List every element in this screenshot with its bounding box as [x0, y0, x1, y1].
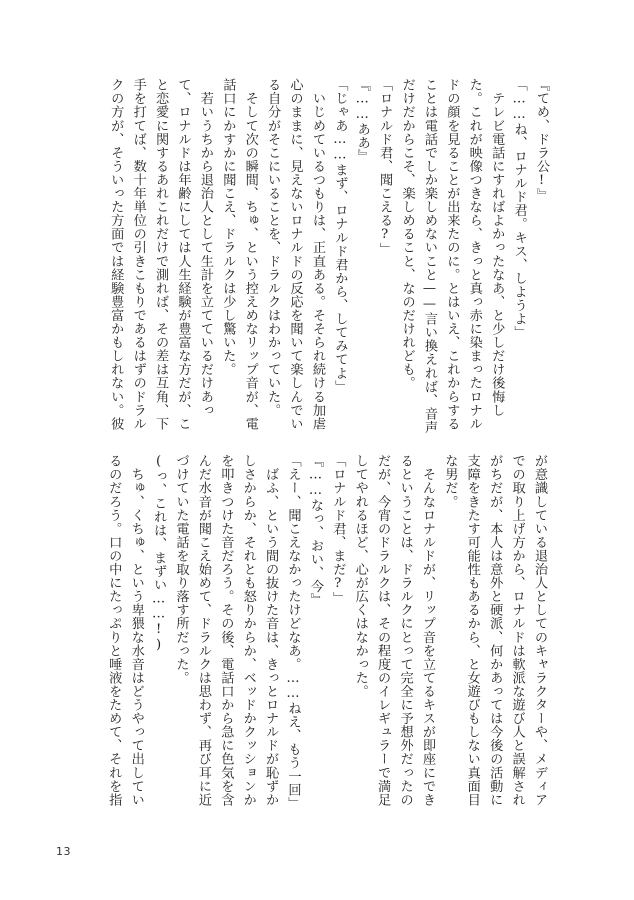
text-line: 「えー、聞こえなかったけどなあ。……ねえ、もう一回」 — [285, 454, 301, 810]
text-line: クの方が、そういった方面では経験豊富かもしれない。彼 — [108, 78, 124, 431]
text-line: がちだが、本人は意外と硬派、何かあっては今後の活動に — [487, 454, 503, 807]
text-line: テレビ電話にすればよかったなあ、と少しだけ後悔し — [489, 78, 505, 417]
text-line: 心のままに、見えないロナルドの反応を聞いて楽しんでい — [287, 78, 303, 431]
page-number: 13 — [56, 845, 71, 858]
text-line: (っ、これは、まずい……!) — [151, 454, 167, 653]
text-line: そして次の瞬間、ちゅ、という控えめなリップ音が、電 — [242, 78, 258, 431]
text-line: してやれるほど、心が広くはなかった。 — [352, 454, 368, 698]
text-line: だが、今宵のドラルクは、その程度のイレギュラーで満足 — [375, 454, 391, 807]
text-line: 「ロナルド君、聞こえる?」 — [377, 78, 393, 256]
text-line: づけていた電話を取り落す所だった。 — [173, 454, 189, 685]
text-line: 支障をきたす可能性もあるから、と女遊びもしない真面目 — [464, 454, 480, 807]
text-line: 若いうちから退治人として生計を立てているだけあっ — [197, 78, 213, 417]
lower-text-block — [102, 454, 550, 810]
text-line: 「ロナルド君、まだ?」 — [330, 454, 346, 605]
text-line: いじめているつもりは、正直ある。そそられ続ける加虐 — [309, 78, 325, 431]
text-line: た。これが映像つきなら、きっと真っ赤に染まったロナル — [466, 78, 482, 431]
text-line: 「……ね、ロナルド君。キス、しようよ」 — [511, 78, 527, 340]
text-line: るということは、ドラルクにとって完全に予想外だったの — [397, 454, 413, 807]
text-line: る自分がそこにいることを、ドラルクはわかっていた。 — [265, 78, 281, 417]
text-line: 『……ああ』 — [354, 78, 370, 163]
text-line: るのだろう。口の中にたっぷりと唾液をためて、それを指 — [106, 454, 122, 807]
text-line: んだ水音が聞こえ始めて、ドラルクは思わず、再び耳に近 — [195, 454, 211, 807]
text-line: ことは電話でしか楽しめないこと——言い換えれば、音声 — [421, 78, 437, 434]
text-line: での取り上げ方から、ロナルドは軟派な遊び人と誤解され — [509, 454, 525, 807]
text-line: ドの顔を見ることが出来たのに。とはいえ、これからする — [444, 78, 460, 431]
text-line: と恋愛に関するあれこれだけで測れば、その差は互角、下 — [153, 78, 169, 431]
text-line: て、ロナルドは年齢にしては人生経験が豊富な方だが、こ — [175, 78, 191, 431]
text-line: な男だ。 — [442, 454, 458, 509]
text-line: 『てめ、ドラ公!』 — [534, 78, 549, 202]
text-line: 『……なっ、おい、今』 — [307, 454, 323, 607]
text-line: ちゅ、くちゅ、という卑猥な水音はどうやって出してい — [128, 454, 144, 807]
text-line: 「じゃあ……まず、ロナルド君から、してみてよ」 — [332, 78, 348, 394]
text-line: が意識している退治人としてのキャラクターや、メディア — [532, 454, 547, 807]
text-line: 話口にかすかに聞こえ、ドラルクは少し驚いた。 — [220, 78, 236, 377]
text-line: しさからか、それとも怒りからか、ベッドかクッションか — [240, 454, 256, 807]
text-line: ばふ、という間の抜けた音は、きっとロナルドが恥ずか — [263, 454, 279, 807]
upper-text-block — [104, 78, 552, 434]
text-line: だけだからこそ、楽しめること、なのだけれども。 — [399, 78, 415, 390]
text-line: 手を打てば、数十年単位の引きこもりであるはずのドラル — [130, 78, 146, 431]
text-line: そんなロナルドが、リップ音を立てるキスが即座にでき — [419, 454, 435, 807]
text-line: を叩きつけた音だろう。その後、電話口から急に色気を含 — [218, 454, 234, 807]
